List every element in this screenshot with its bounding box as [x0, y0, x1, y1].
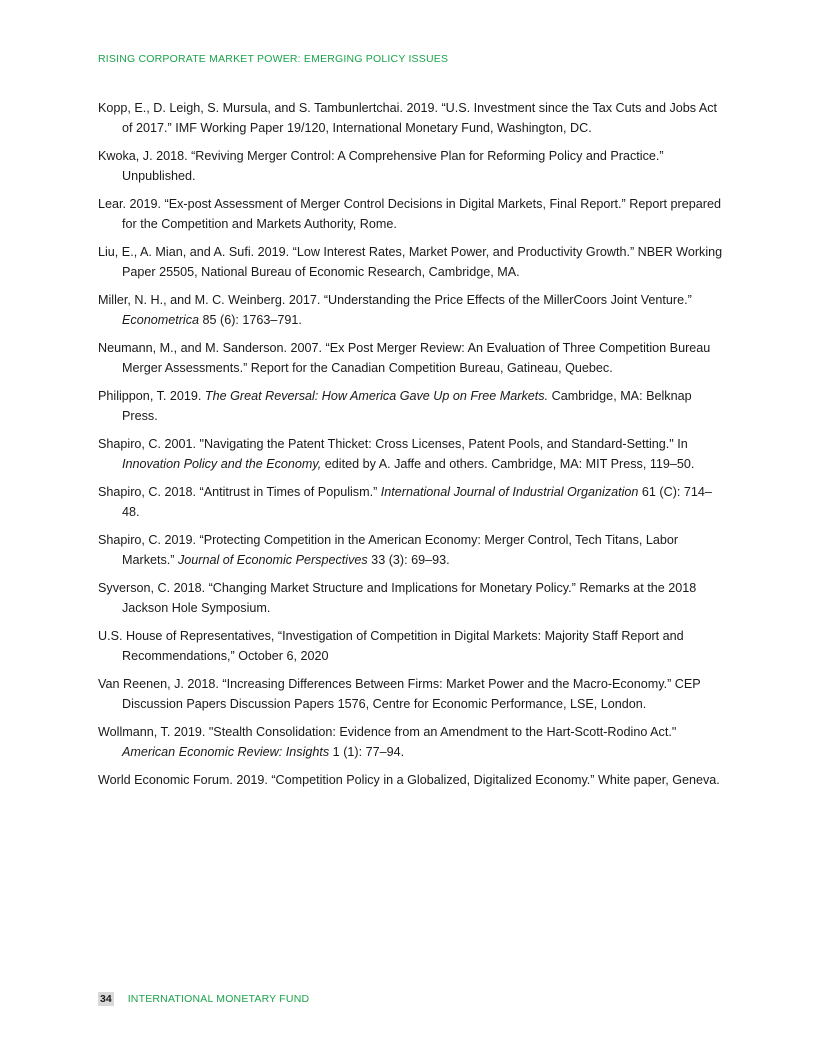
reference-title-italic: Econometrica — [122, 313, 199, 327]
reference-entry — [98, 98, 724, 138]
reference-entry — [98, 434, 724, 474]
reference-entry — [98, 578, 724, 618]
reference-entry — [98, 338, 724, 378]
reference-text: Shapiro, C. 2001. "Navigating the Patent Thicket: Cross Licenses, Patent Pools, and Standard-Setting." In — [98, 437, 688, 451]
reference-text: Kwoka, J. 2018. “Reviving Merger Control: A Comprehensive Plan for Reforming Policy and Practice.” Unpublished. — [98, 149, 664, 183]
reference-text: Wollmann, T. 2019. "Stealth Consolidation: Evidence from an Amendment to the Hart-Scott-Rodino Act." — [98, 725, 677, 739]
reference-text: Van Reenen, J. 2018. “Increasing Differences Between Firms: Market Power and the Macro-Economy.” CEP Discussion Papers Discussion Papers 1576, Centre for Economic Performance, LSE, London. — [98, 677, 701, 711]
reference-text: U.S. House of Representatives, “Investigation of Competition in Digital Markets: Majority Staff Report and Recommendations,” October 6, 2020 — [98, 629, 684, 663]
reference-list — [98, 98, 724, 798]
reference-entry — [98, 242, 724, 282]
reference-text: Shapiro, C. 2019. “Protecting Competition in the American Economy: Merger Control, Tech Titans, Labor Markets.” — [98, 533, 679, 567]
reference-entry — [98, 482, 724, 522]
page-number: 34 — [100, 993, 112, 1005]
reference-text: World Economic Forum. 2019. “Competition Policy in a Globalized, Digitalized Economy.” White paper, Geneva. — [98, 773, 720, 787]
reference-text: Cambridge, MA: Belknap Press. — [122, 389, 692, 423]
reference-entry — [98, 194, 724, 234]
reference-text: 61 (C): 714–48. — [122, 485, 712, 519]
reference-entry — [98, 722, 724, 762]
reference-text: Miller, N. H., and M. C. Weinberg. 2017. “Understanding the Price Effects of the MillerCoors Joint Venture.” — [98, 293, 692, 307]
reference-title-italic: The Great Reversal: How America Gave Up on Free Markets. — [204, 389, 549, 403]
reference-title-italic: Journal of Economic Perspectives — [177, 553, 368, 567]
reference-entry — [98, 626, 724, 666]
reference-text: Lear. 2019. “Ex-post Assessment of Merger Control Decisions in Digital Markets, Final Report.” Report prepared for the Competition and Markets Authority, Rome. — [98, 197, 721, 231]
reference-text: Shapiro, C. 2018. “Antitrust in Times of Populism.” — [98, 485, 381, 499]
reference-entry — [98, 674, 724, 714]
reference-text: 85 (6): 1763–791. — [199, 313, 302, 327]
reference-title-italic: American Economic Review: Insights — [122, 745, 330, 759]
reference-title-italic: International Journal of Industrial Organization — [380, 485, 639, 499]
running-header: RISING CORPORATE MARKET POWER: EMERGING POLICY ISSUES — [98, 53, 449, 65]
reference-text: Neumann, M., and M. Sanderson. 2007. “Ex Post Merger Review: An Evaluation of Three Competition Bureau Merger Assessments.” Report for the Canadian Competition Bureau, Gatineau, Quebec. — [98, 341, 711, 375]
reference-text: Kopp, E., D. Leigh, S. Mursula, and S. Tambunlertchai. 2019. “U.S. Investment since the Tax Cuts and Jobs Act of 2017.” IMF Working Paper 19/120, International Monetary Fund, Washington, DC. — [98, 101, 718, 135]
reference-title-italic: Innovation Policy and the Economy, — [122, 457, 322, 471]
page-footer — [98, 992, 309, 1006]
reference-text: 1 (1): 77–94. — [329, 745, 405, 759]
reference-text: 33 (3): 69–93. — [367, 553, 450, 567]
reference-text: edited by A. Jaffe and others. Cambridge, MA: MIT Press, 119–50. — [321, 457, 695, 471]
reference-text: Philippon, T. 2019. — [98, 389, 205, 403]
reference-entry — [98, 386, 724, 426]
reference-entry — [98, 146, 724, 186]
reference-entry — [98, 530, 724, 570]
footer-organization: INTERNATIONAL MONETARY FUND — [127, 993, 310, 1005]
reference-text: Liu, E., A. Mian, and A. Sufi. 2019. “Low Interest Rates, Market Power, and Productivity Growth.” NBER Working Paper 25505, National Bureau of Economic Research, Cambridge, MA. — [98, 245, 723, 279]
reference-text: Syverson, C. 2018. “Changing Market Structure and Implications for Monetary Policy.” Remarks at the 2018 Jackson Hole Symposium. — [98, 581, 697, 615]
reference-entry — [98, 770, 724, 790]
reference-entry — [98, 290, 724, 330]
